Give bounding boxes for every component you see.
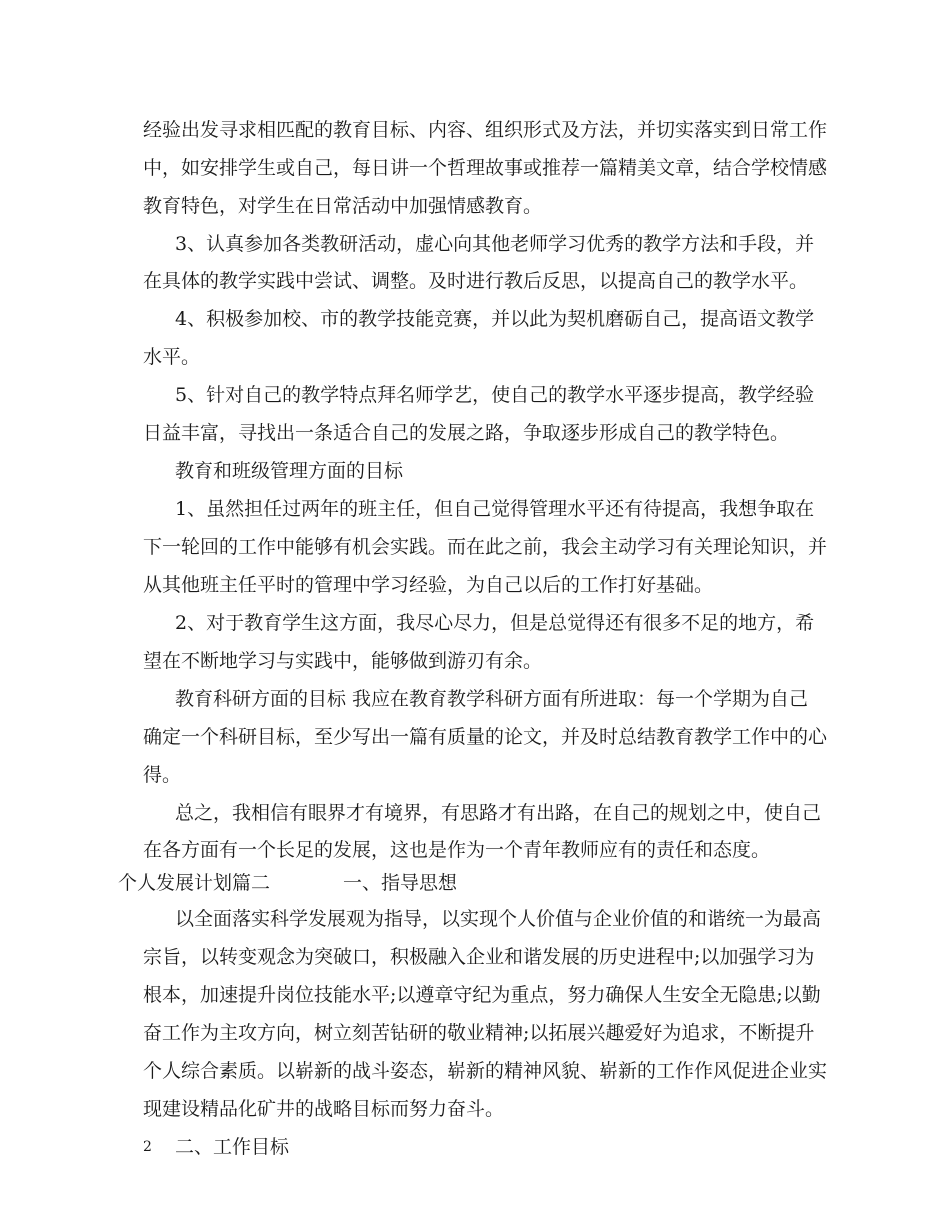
text-line (0, 755, 950, 795)
text-line (0, 110, 950, 150)
text-line (0, 375, 950, 415)
line-text: 望在不断地学习与实践中，能够做到游刃有余。 (143, 650, 543, 672)
text-line (0, 148, 950, 188)
text-line (0, 641, 950, 681)
line-text: 总之，我相信有眼界才有境界，有思路才有出路，在自己的规划之中，使自己 (175, 802, 822, 824)
line-text: 水平。 (143, 346, 201, 368)
line-text: 确定一个科研目标，至少写出一篇有质量的论文，并及时总结教育教学工作中的心 (143, 726, 828, 748)
text-line (0, 186, 950, 226)
line-text: 个人综合素质。以崭新的战斗姿态，崭新的精神风貌、崭新的工作作风促进企业实 (143, 1060, 828, 1082)
line-text: 2、对于教育学生这方面，我尽心尽力，但是总觉得还有很多不足的地方，希 (175, 612, 815, 634)
line-text: 从其他班主任平时的管理中学习经验，为自己以后的工作打好基础。 (143, 574, 714, 596)
text-line (0, 1051, 950, 1091)
section-heading (0, 863, 950, 903)
line-text: 二、工作目标 (175, 1136, 290, 1158)
line-text: 教育科研方面的目标 我应在教育教学科研方面有所进取：每一个学期为自己 (175, 688, 809, 710)
text-line (0, 489, 950, 529)
line-text: 以全面落实科学发展观为指导，以实现个人价值与企业价值的和谐统一为最高 (175, 908, 822, 930)
text-line (0, 413, 950, 453)
page-number: 2 (143, 1139, 152, 1155)
text-line (0, 527, 950, 567)
text-line (0, 937, 950, 977)
section-heading (0, 451, 950, 491)
line-text: 教育特色，对学生在日常活动中加强情感教育。 (143, 195, 543, 217)
text-line (0, 899, 950, 939)
text-line (0, 1089, 950, 1129)
section-title: 个人发展计划篇二 (118, 872, 271, 894)
section-subtitle: 一、指导思想 (343, 872, 458, 894)
text-line (0, 565, 950, 605)
line-text: 现建设精品化矿井的战略目标而努力奋斗。 (143, 1098, 505, 1120)
line-text: 5、针对自己的教学特点拜名师学艺，使自己的教学水平逐步提高，教学经验 (175, 384, 815, 406)
line-text: 根本，加速提升岗位技能水平;以遵章守纪为重点，努力确保人生安全无隐患;以勤 (143, 984, 821, 1006)
line-text: 奋工作为主攻方向，树立刻苦钻研的敬业精神;以拓展兴趣爱好为追求，不断提升 (143, 1022, 815, 1044)
text-line (0, 793, 950, 833)
line-text: 在各方面有一个长足的发展，这也是作为一个青年教师应有的责任和态度。 (143, 839, 771, 861)
line-text: 3、认真参加各类教研活动，虚心向其他老师学习优秀的教学方法和手段，并 (175, 233, 815, 255)
line-text: 教育和班级管理方面的目标 (175, 460, 404, 482)
text-line (0, 224, 950, 264)
line-text: 宗旨，以转变观念为突破口，积极融入企业和谐发展的历史进程中;以加强学习为 (143, 946, 815, 968)
text-line (0, 261, 950, 301)
line-text: 中，如安排学生或自己，每日讲一个哲理故事或推荐一篇精美文章，结合学校情感 (143, 157, 828, 179)
text-line (0, 975, 950, 1015)
text-line (0, 299, 950, 339)
text-line (0, 679, 950, 719)
text-line (0, 337, 950, 377)
line-text: 日益丰富，寻找出一条适合自己的发展之路，争取逐步形成自己的教学特色。 (143, 422, 790, 444)
line-text: 得。 (143, 764, 182, 786)
text-line (0, 1013, 950, 1053)
line-text: 下一轮回的工作中能够有机会实践。而在此之前，我会主动学习有关理论知识，并 (143, 536, 828, 558)
line-text: 经验出发寻求相匹配的教育目标、内容、组织形式及方法，并切实落实到日常工作 (143, 119, 828, 141)
line-text: 4、积极参加校、市的教学技能竞赛，并以此为契机磨砺自己，提高语文教学 (175, 308, 815, 330)
text-line (0, 603, 950, 643)
line-text: 在具体的教学实践中尝试、调整。及时进行教后反思，以提高自己的教学水平。 (143, 270, 809, 292)
text-line (0, 717, 950, 757)
line-text: 1、虽然担任过两年的班主任，但自己觉得管理水平还有待提高，我想争取在 (175, 498, 815, 520)
